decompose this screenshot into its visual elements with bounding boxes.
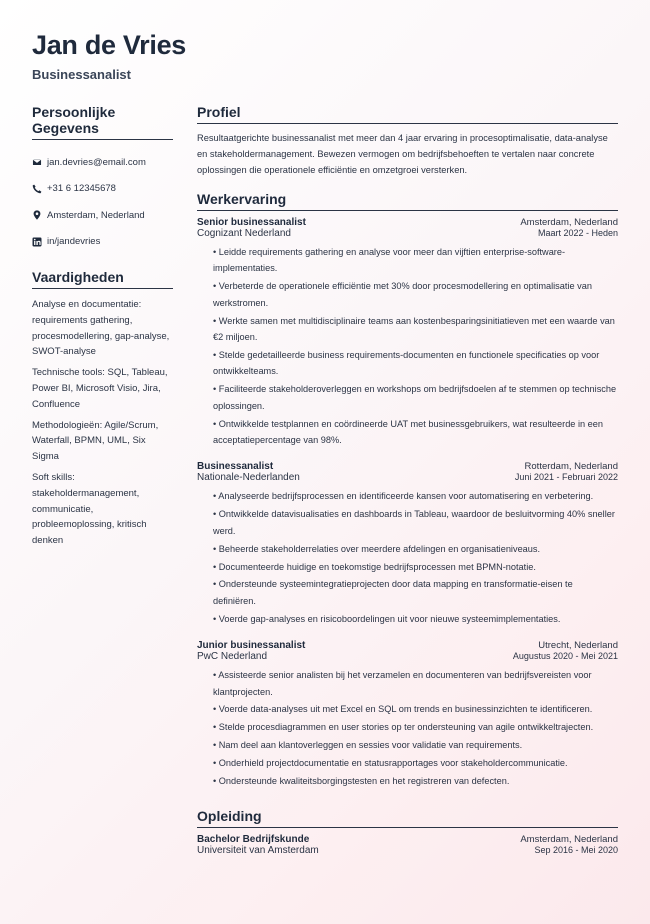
job-bullet: • Ontwikkelde testplannen en coördineerde UAT met businessgebruikers, wat resulteerde in een acceptatiepercentage van 98%. xyxy=(213,416,618,449)
contact-email[interactable] xyxy=(32,149,173,176)
job-entry xyxy=(197,461,618,627)
skills-section-title: Vaardigheden xyxy=(32,269,173,289)
job-bullet: • Ondersteunde systeemintegratieprojecten door data mapping en transformatie-eisen te definiëren. xyxy=(213,576,618,609)
candidate-role: Businessanalist xyxy=(32,67,131,82)
job-bullet: • Assisteerde senior analisten bij het verzamelen en documenteren van bedrijfsvereisten voor klantprojecten. xyxy=(213,667,618,700)
job-title: Businessanalist xyxy=(197,461,274,473)
job-location: Amsterdam, Nederland xyxy=(520,217,618,228)
education-degree: Bachelor Bedrijfskunde xyxy=(197,834,310,846)
contact-phone[interactable] xyxy=(32,176,173,203)
job-entry xyxy=(197,640,618,789)
job-bullet: • Faciliteerde stakeholderoverleggen en workshops om bedrijfsdoelen af te stemmen op technische oplossingen. xyxy=(213,381,618,414)
job-dates: Augustus 2020 - Mei 2021 xyxy=(512,651,618,662)
skill-item: Soft skills: stakeholdermanagement, communicatie, probleemoplossing, kritisch denken xyxy=(32,471,147,547)
contact-email-text: jan.devries@email.com xyxy=(47,156,146,168)
job-bullet: • Documenteerde huidige en toekomstige bedrijfsprocessen met BPMN-notatie. xyxy=(213,559,618,575)
education-entry xyxy=(197,834,618,856)
job-bullet: • Stelde procesdiagrammen en user stories op ter ondersteuning van agile ontwikkeltrajecten. xyxy=(213,719,618,735)
education-school: Universiteit van Amsterdam xyxy=(197,845,319,857)
left-column xyxy=(32,104,173,554)
job-location: Utrecht, Nederland xyxy=(538,640,618,652)
education-dates: Sep 2016 - Mei 2020 xyxy=(534,845,618,856)
job-bullet: • Werkte samen met multidisciplinaire teams aan kostenbesparingsinitiatieven met een waarde van €2 miljoen. xyxy=(213,313,618,346)
profile-section-title: Profiel xyxy=(197,104,618,124)
job-bullet: • Stelde gedetailleerde business requirements-documenten en functionele specificaties op voor ontwikkelteams. xyxy=(213,347,618,380)
location-icon xyxy=(32,210,42,220)
phone-icon xyxy=(32,184,42,194)
skills-list xyxy=(32,297,173,549)
experience-section-title: Werkervaring xyxy=(197,191,618,211)
job-location: Rotterdam, Nederland xyxy=(524,461,618,473)
skill-item: Analyse en documentatie: requirements gathering, procesmodellering, gap-analyse, SWOT-analyse xyxy=(32,299,170,358)
job-bullet: • Leidde requirements gathering en analyse voor meer dan vijftien enterprise-software-implementaties. xyxy=(213,244,618,277)
linkedin-icon xyxy=(32,237,42,247)
job-entry xyxy=(197,217,618,448)
job-bullet: • Ontwikkelde datavisualisaties en dashboards in Tableau, waardoor de besluitvorming 40% sneller werd. xyxy=(213,506,618,539)
job-bullet: • Onderhield projectdocumentatie en statusrapportages voor stakeholdercommunicatie. xyxy=(213,755,618,771)
job-bullets xyxy=(197,244,618,448)
job-dates: Maart 2022 - Heden xyxy=(537,228,618,238)
contact-location xyxy=(32,202,173,229)
contact-location-text: Amsterdam, Nederland xyxy=(47,209,145,221)
job-title: Senior businessanalist xyxy=(197,217,306,228)
contact-phone-text: +31 6 12345678 xyxy=(47,183,116,195)
skill-item: Technische tools: SQL, Tableau, Power BI, Microsoft Visio, Jira, Confluence xyxy=(32,367,168,410)
skill-item: Methodologieën: Agile/Scrum, Waterfall, BPMN, UML, Six Sigma xyxy=(32,419,159,463)
job-company: PwC Nederland xyxy=(197,651,268,663)
right-column xyxy=(197,104,618,856)
job-bullets xyxy=(197,667,618,789)
job-company: Nationale-Nederlanden xyxy=(197,472,300,484)
job-bullets xyxy=(197,488,618,627)
personal-section-title: Persoonlijke Gegevens xyxy=(32,104,173,140)
contact-linkedin-text: in/jandevries xyxy=(47,236,101,248)
education-section-title: Opleiding xyxy=(197,808,618,828)
education-location: Amsterdam, Nederland xyxy=(520,834,618,846)
contact-list xyxy=(32,149,173,255)
job-bullet: • Voerde gap-analyses en risicoboordelingen uit voor nieuwe systeemimplementaties. xyxy=(213,611,618,627)
contact-linkedin[interactable] xyxy=(32,229,173,256)
job-bullet: • Voerde data-analyses uit met Excel en SQL om trends en businessinzichten te identificeren. xyxy=(213,701,618,717)
job-dates: Juni 2021 - Februari 2022 xyxy=(514,472,618,483)
email-icon xyxy=(32,157,42,167)
job-title: Junior businessanalist xyxy=(197,640,306,652)
job-bullet: • Nam deel aan klantoverleggen en sessies voor validatie van requirements. xyxy=(213,737,618,753)
candidate-name: Jan de Vries xyxy=(32,30,186,60)
profile-text: Resultaatgerichte businessanalist met meer dan 4 jaar ervaring in procesoptimalisatie, data-analyse en stakeholdermanagement. Bewezen vermogen om bedrijfsbehoeften te vertalen naar concrete oplossingen die operationele efficiëntie en omzetgroei versterken. xyxy=(197,133,608,175)
job-bullet: • Beheerde stakeholderrelaties over meerdere afdelingen en organisatieniveaus. xyxy=(213,541,618,557)
job-company: Cognizant Nederland xyxy=(197,228,291,239)
job-bullet: • Verbeterde de operationele efficiëntie met 30% door procesmodellering en optimalisatie van werkstromen. xyxy=(213,278,618,311)
job-bullet: • Analyseerde bedrijfsprocessen en identificeerde kansen voor automatisering en verbetering. xyxy=(213,488,618,504)
job-bullet: • Ondersteunde kwaliteitsborgingstesten en het registreren van defecten. xyxy=(213,773,618,789)
